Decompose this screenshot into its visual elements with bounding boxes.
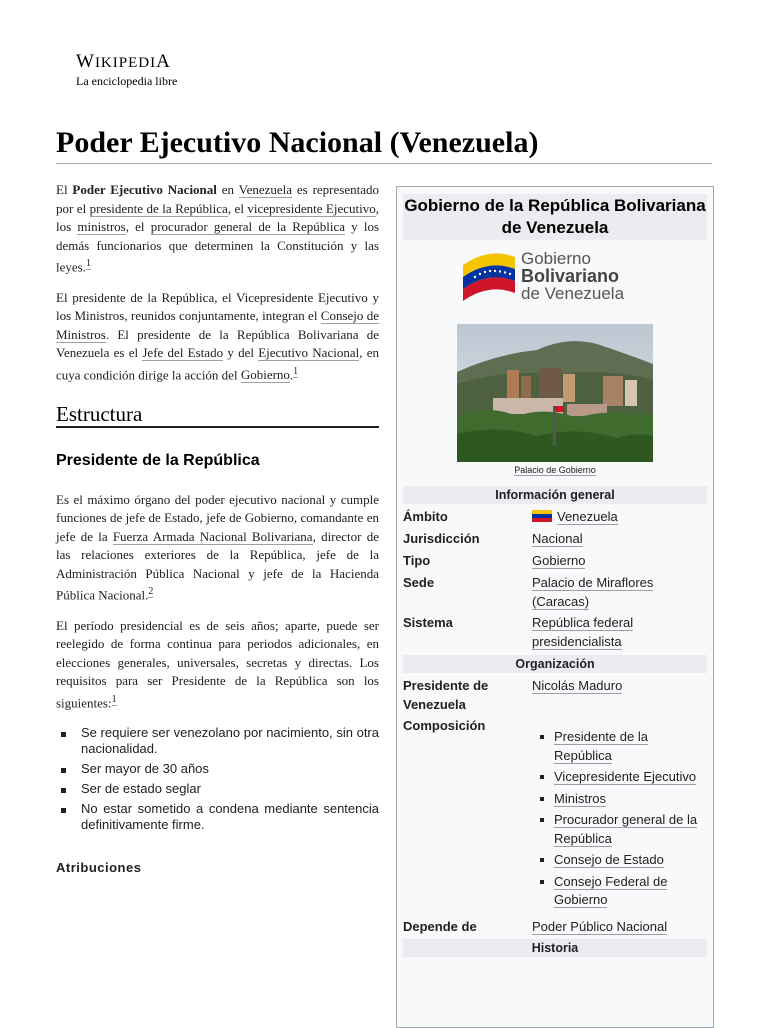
svg-text:Bolivariano: Bolivariano	[521, 266, 620, 286]
link-ambito-venezuela[interactable]: Venezuela	[557, 509, 618, 524]
link-ejecutivo-nacional[interactable]: Ejecutivo Nacional	[258, 345, 360, 361]
wikipedia-wordmark: WIKIPEDIA	[76, 51, 171, 72]
infobox-section-organizacion: Organización	[403, 655, 707, 673]
link-tipo-gobierno[interactable]: Gobierno	[532, 553, 586, 568]
list-item[interactable]: Ministros	[532, 790, 707, 809]
list-item[interactable]: Consejo Federal de Gobierno	[532, 873, 707, 910]
gobierno-bolivariano-logo	[461, 243, 651, 303]
link-nicolas-maduro[interactable]: Nicolás Maduro	[532, 678, 623, 693]
link-venezuela[interactable]: Venezuela	[238, 182, 293, 197]
list-item[interactable]: Vicepresidente Ejecutivo	[532, 768, 707, 787]
field-label: Jurisdicción	[403, 531, 480, 546]
link-gobierno[interactable]: Gobierno	[240, 367, 290, 383]
presidente-paragraph-2: El período presidencial es de seis años; aparte, puede ser reelegido de forma continua para periodos adicionales, en elecciones generales, universales, secretas y directas. Los requisitos para ser Presidente de la República son los siguientes:$^1$	[56, 617, 379, 711]
photo-caption[interactable]: Palacio de Gobierno	[514, 465, 596, 475]
link-procurador[interactable]: procurador general de la República	[150, 219, 346, 234]
venezuela-flag-icon	[532, 510, 552, 522]
svg-text:de Venezuela: de Venezuela	[521, 284, 625, 303]
infobox-title: Gobierno de la República Bolivariana de Venezuela	[403, 194, 707, 240]
composicion-list	[532, 728, 707, 910]
field-label: Composición	[403, 718, 486, 733]
link-sistema[interactable]: República federal presidencialista	[532, 615, 634, 649]
reference-2[interactable]: 2	[148, 586, 154, 598]
link-fanb[interactable]: Fuerza Armada Nacional Bolivariana	[112, 528, 313, 544]
subsection-heading-presidente: Presidente de la República	[56, 452, 260, 470]
infobox	[396, 186, 714, 1028]
list-item[interactable]: Presidente de la República	[532, 728, 707, 765]
field-label: Depende de	[403, 919, 477, 934]
link-vicepresidente[interactable]: vicepresidente Ejecutivo	[247, 200, 376, 216]
link-consejo-ministros[interactable]: Consejo de Ministros	[56, 308, 379, 342]
section-heading-estructura: Estructura	[56, 405, 379, 429]
field-label: Ámbito	[403, 509, 448, 524]
article-body	[56, 181, 379, 877]
subsection-heading-atribuciones: Atribuciones	[56, 859, 142, 875]
wikipedia-tagline: La enciclopedia libre	[76, 74, 178, 88]
list-item: Se requiere ser venezolano por nacimiento, sin otra nacionalidad.	[81, 724, 379, 756]
wikipedia-logo[interactable]	[76, 52, 177, 89]
requirements-list	[56, 725, 379, 833]
list-item[interactable]: Consejo de Estado	[532, 851, 707, 870]
intro-paragraph-1: El Poder Ejecutivo Nacional en Venezuela es representado por el presidente de la República, el vicepresidente Ejecutivo, los ministros, el procurador general de la República y los demás funcionarios que determinen la Constitución y las leyes.$^1$	[56, 182, 380, 275]
list-item[interactable]: Procurador general de la República	[532, 811, 707, 848]
link-jefe-estado[interactable]: Jefe del Estado	[142, 345, 224, 361]
list-item: No estar sometido a condena mediante sentencia definitivamente firme.	[81, 800, 379, 832]
page-title: Poder Ejecutivo Nacional (Venezuela)	[56, 124, 712, 164]
infobox-section-general: Información general	[403, 486, 707, 504]
intro-paragraph-2: El presidente de la República, el Vicepresidente Ejecutivo y los Ministros, reunidos conjuntamente, integran el Consejo de Ministros. El presidente de la República Bolivariana de Venezuela es el Jefe del Estado y del Ejecutivo Nacional, en cuya condición dirige la acción del Gobierno.$^1$	[56, 289, 379, 383]
link-miraflores[interactable]: Palacio de Miraflores	[532, 575, 654, 590]
svg-text:Gobierno: Gobierno	[521, 249, 591, 268]
reference-1[interactable]: 1	[111, 693, 117, 705]
palacio-photo[interactable]	[457, 324, 653, 462]
list-item: Ser mayor de 30 años	[81, 761, 379, 777]
field-label: Presidente de Venezuela	[403, 678, 489, 712]
reference-1[interactable]: 1	[85, 258, 91, 269]
link-ministros[interactable]: ministros	[77, 219, 126, 234]
link-caracas[interactable]: (Caracas)	[532, 593, 590, 609]
flag-emblem-icon	[463, 253, 515, 301]
presidente-paragraph-1: Es el máximo órgano del poder ejecutivo nacional y cumple funciones de jefe de Estado, jefe de Gobierno, comandante en jefe de la Fuerza Armada Nacional Bolivariana, director de las relaciones exteriores de la República, jefe de la Administración Pública Nacional y jefe de la Hacienda Pública Nacional.$^2$	[56, 491, 379, 603]
link-nacional[interactable]: Nacional	[532, 531, 583, 546]
link-presidente[interactable]: presidente de la República	[89, 200, 228, 216]
field-label: Sede	[403, 575, 435, 590]
reference-1[interactable]: 1	[293, 365, 299, 377]
field-label: Tipo	[403, 553, 431, 568]
field-label: Sistema	[403, 615, 453, 630]
link-poder-publico[interactable]: Poder Público Nacional	[532, 919, 668, 934]
infobox-section-historia: Historia	[403, 939, 707, 957]
list-item: Ser de estado seglar	[81, 781, 379, 797]
